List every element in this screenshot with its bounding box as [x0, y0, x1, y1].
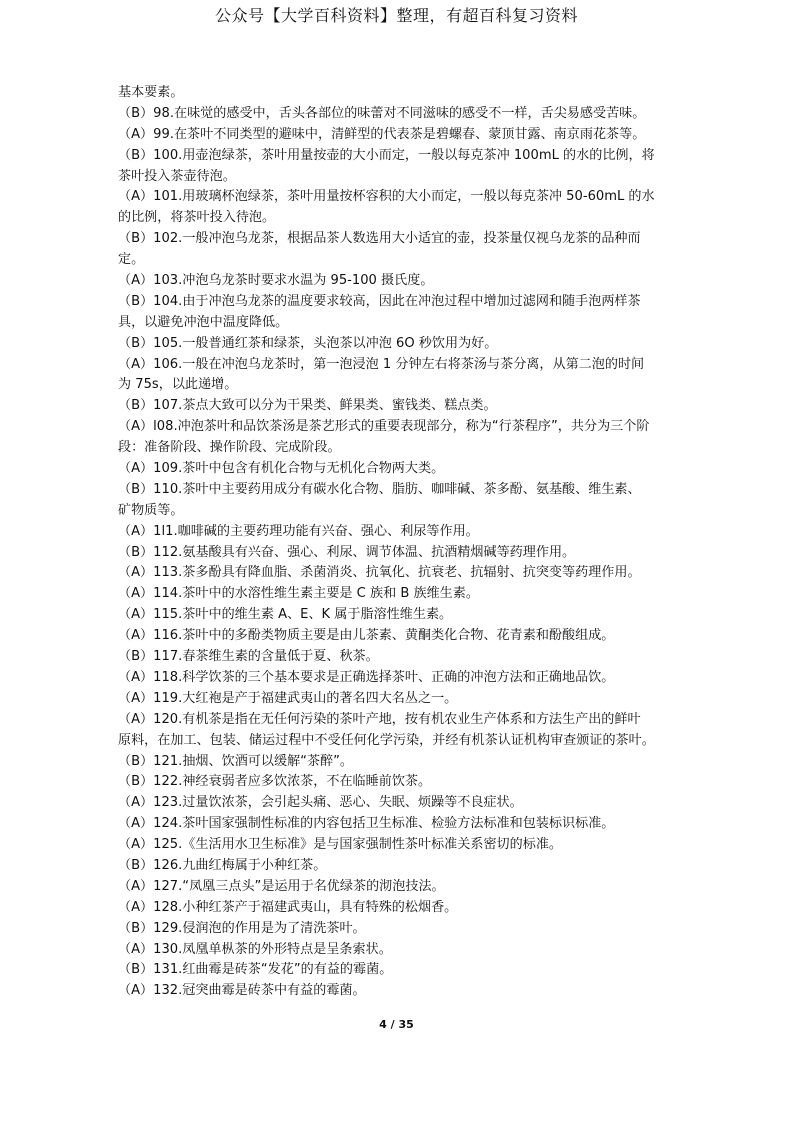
- text-line: （A）120.有机茶是指在无任何污染的茶叶产地，按有机农业生产体系和方法生产出的鲜叶: [118, 711, 641, 727]
- text-line: （A）115.茶叶中的维生素 A、E、K 属于脂溶性维生素。: [118, 607, 453, 623]
- text-line: （B）129.侵润泡的作用是为了清洗茶叶。: [118, 920, 366, 936]
- text-line: （A）114.茶叶中的水溶性维生素主要是 C 族和 B 族维生素。: [118, 586, 479, 602]
- text-line: （B）107.茶点大致可以分为干果类、鲜果类、蜜钱类、糕点类。: [118, 398, 497, 414]
- text-line: 的比例，将茶叶投入待泡。: [118, 210, 276, 226]
- text-line: （B）117.春茶维生素的含量低于夏、秋茶。: [118, 649, 379, 665]
- text-line: （A）118.科学饮茶的三个基本要求是正确选择茶叶、正确的冲泡方法和正确地品饮。: [118, 669, 615, 685]
- text-line: 原料，在加工、包装、储运过程中不受任何化学污染，并经有机茶认证机构审查颁证的茶叶。: [118, 732, 655, 748]
- text-line: 矿物质等。: [118, 502, 184, 518]
- text-line: （A）128.小种红茶产于福建武夷山，具有特殊的松烟香。: [118, 899, 458, 915]
- text-line: （B）131.红曲霉是砖茶“发花”的有益的霉菌。: [118, 962, 393, 978]
- text-line: （A）116.茶叶中的多酚类物质主要是由儿茶素、黄酮类化合物、花青素和酚酸组成。: [118, 628, 615, 644]
- text-line: （A）106.一般在冲泡乌龙茶时，第一泡浸泡 1 分钟左右将茶汤与茶分离，从第二泡的时间: [118, 356, 645, 372]
- text-line: （B）126.九曲红梅属于小种红茶。: [118, 857, 327, 873]
- text-line: （A）l08.冲泡茶叶和品饮茶汤是茶艺形式的重要表现部分，称为“行茶程序”，共分为三个阶: [118, 419, 650, 435]
- text-line: （A）103.冲泡乌龙茶时要求水温为 95-100 摄氏度。: [118, 273, 434, 289]
- text-line: 基本要素。: [118, 85, 184, 100]
- text-line: （A）130.凤凰单枞茶的外形特点是呈条索状。: [118, 941, 392, 957]
- text-line: （A）119.大红袍是产于福建武夷山的著名四大名丛之一。: [118, 690, 458, 706]
- text-line: （A）1l1.咖啡碱的主要药理功能有兴奋、强心、利尿等作用。: [118, 523, 479, 539]
- text-line: 具，以避免冲泡中温度降低。: [118, 314, 289, 330]
- text-line: （A）123.过量饮浓茶，会引起头痛、恶心、失眠、烦躁等不良症状。: [118, 795, 523, 811]
- text-line: （B）121.抽烟、饮酒可以缓解“茶醉”。: [118, 753, 354, 769]
- text-line: （A）113.茶多酚具有降血脂、杀菌消炎、抗氧化、抗衰老、抗辐射、抗突变等药理作用。: [118, 565, 641, 581]
- text-line: （A）125.《生活用水卫生标准》是与国家强制性茶叶标准关系密切的标准。: [118, 837, 563, 853]
- page-number: 4 / 35: [379, 1018, 414, 1031]
- text-line: （A）99.在茶叶不同类型的避味中，清鲜型的代表茶是碧螺春、蒙顶甘露、南京雨花茶等。: [118, 126, 646, 142]
- text-line: 段：准备阶段、操作阶段、完成阶段。: [118, 440, 341, 456]
- text-line: （B）98.在味觉的感受中，舌头各部位的味蕾对不同滋味的感受不一样，舌尖易感受苦味。: [118, 105, 646, 121]
- text-line: 定。: [118, 252, 145, 268]
- text-line: （A）124.茶叶国家强制性标准的内容包括卫生标准、检验方法标准和包装标识标准。: [118, 816, 615, 832]
- page-header: 公众号【大学百科资料】整理，有超百科复习资料: [214, 6, 578, 25]
- text-line: （A）132.冠突曲霉是砖茶中有益的霉菌。: [118, 983, 366, 999]
- text-line: （A）127.“凤凰三点头”是运用于名优绿茶的沏泡技法。: [118, 878, 445, 894]
- text-line: 茶叶投入茶壶待泡。: [118, 168, 236, 184]
- text-line: （A）109.茶叶中包含有机化合物与无机化合物两大类。: [118, 461, 445, 477]
- text-line: （B）105.一般普通红茶和绿茶，头泡茶以冲泡 6O 秒饮用为好。: [118, 335, 498, 351]
- text-line: （B）110.茶叶中主要药用成分有碳水化合物、脂肪、咖啡碱、茶多酚、氨基酸、维生素、: [118, 481, 641, 497]
- text-line: （B）100.用壶泡绿茶，茶叶用量按壶的大小而定，一般以每克茶冲 100mL 的水的比例，将: [118, 147, 655, 163]
- text-line: （B）102.一般冲泡乌龙茶，根据品茶人数选用大小适宜的壶，投茶量仅视乌龙茶的品种而: [118, 231, 641, 247]
- text-line: （B）112.氨基酸具有兴奋、强心、利尿、调节体温、抗酒精烟碱等药理作用。: [118, 544, 576, 560]
- text-line: （B）122.神经衰弱者应多饮浓茶，不在临睡前饮茶。: [118, 774, 432, 790]
- text-line: 为 75s，以此递增。: [118, 377, 238, 393]
- text-line: （B）104.由于冲泡乌龙茶的温度要求较高，因此在冲泡过程中增加过滤网和随手泡两样茶: [118, 293, 641, 309]
- document-body: [118, 83, 676, 1002]
- text-line: （A）101.用玻璃杯泡绿茶，茶叶用量按杯容积的大小而定，一般以每克茶冲 50-60mL 的水: [118, 189, 655, 205]
